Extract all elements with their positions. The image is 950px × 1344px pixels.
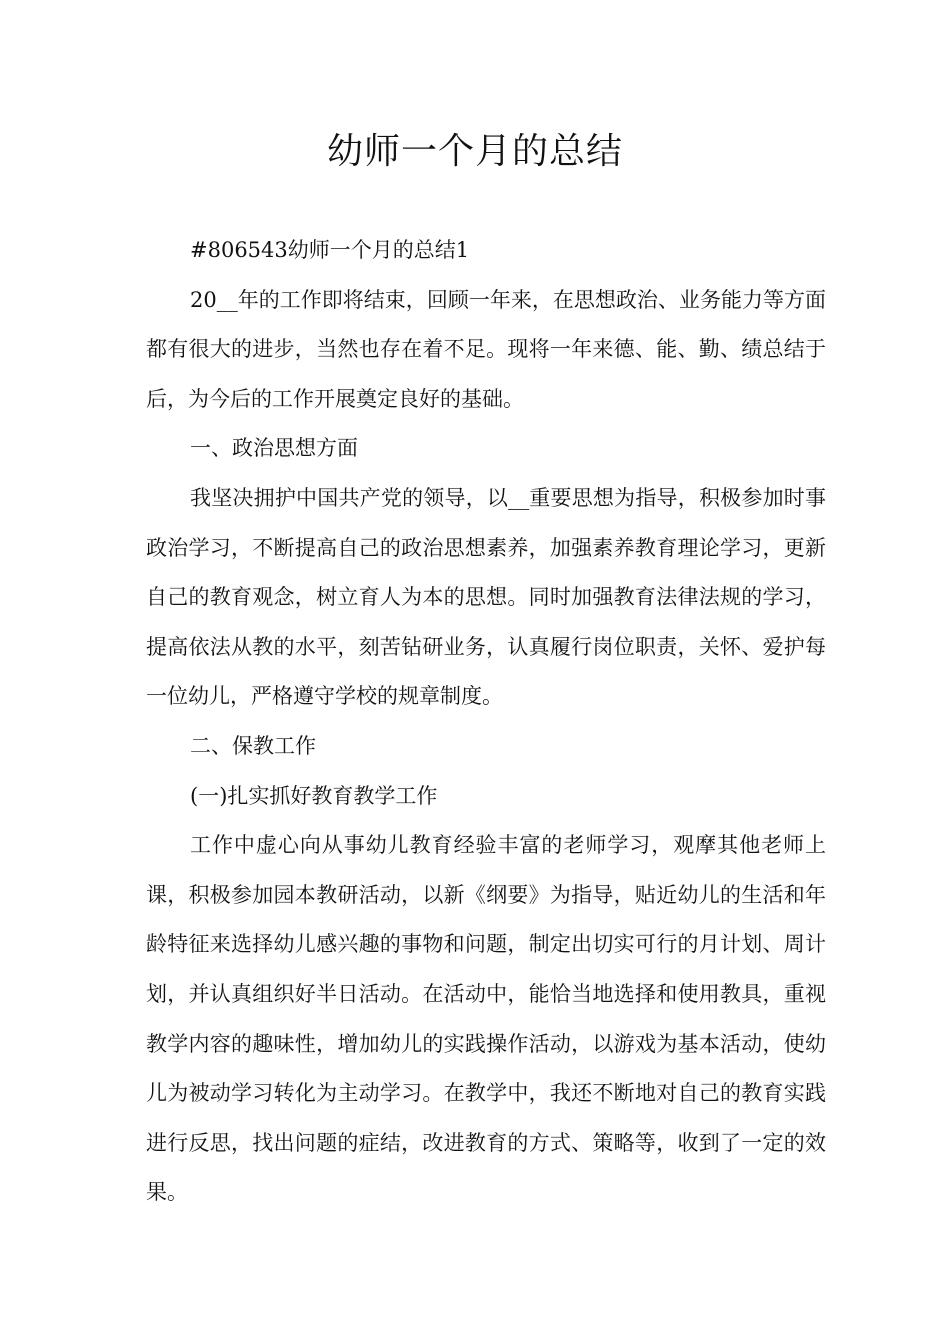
paragraph-heading-number: #806543幼师一个月的总结1 [190, 238, 470, 262]
document-body [146, 226, 826, 1218]
paragraph-politics: 我坚决拥护中国共产党的领导，以__重要思想为指导，积极参加时事政治学习，不断提高自己的政治思想素养，加强素养教育理论学习，更新自己的教育观念，树立育人为本的思想。同时加强教育法律法规的学习，提高依法从教的水平，刻苦钻研业务，认真履行岗位职责，关怀、爱护每一位幼儿，严格遵守学校的规章制度。 [146, 485, 826, 709]
paragraph-intro: 20__年的工作即将结束，回顾一年来，在思想政治、业务能力等方面都有很大的进步，当然也存在着不足。现将一年来德、能、勤、绩总结于后，为今后的工作开展奠定良好的基础。 [146, 287, 826, 411]
document-title: 幼师一个月的总结 [326, 131, 623, 172]
section-heading-politics: 一、政治思想方面 [190, 436, 358, 461]
subsection-heading-teaching: (一)扎实抓好教育教学工作 [190, 783, 438, 808]
section-heading-teaching: 二、保教工作 [190, 733, 316, 758]
paragraph-teaching: 工作中虚心向从事幼儿教育经验丰富的老师学习，观摩其他老师上课，积极参加园本教研活动，以新《纲要》为指导，贴近幼儿的生活和年龄特征来选择幼儿感兴趣的事物和问题，制定出切实可行的月计划、周计划，并认真组织好半日活动。在活动中，能恰当地选择和使用教具，重视教学内容的趣味性，增加幼儿的实践操作活动，以游戏为基本活动，使幼儿为被动学习转化为主动学习。在教学中，我还不断地对自己的教育实践进行反思，找出问题的症结，改进教育的方式、策略等，收到了一定的效果。 [146, 833, 826, 1205]
